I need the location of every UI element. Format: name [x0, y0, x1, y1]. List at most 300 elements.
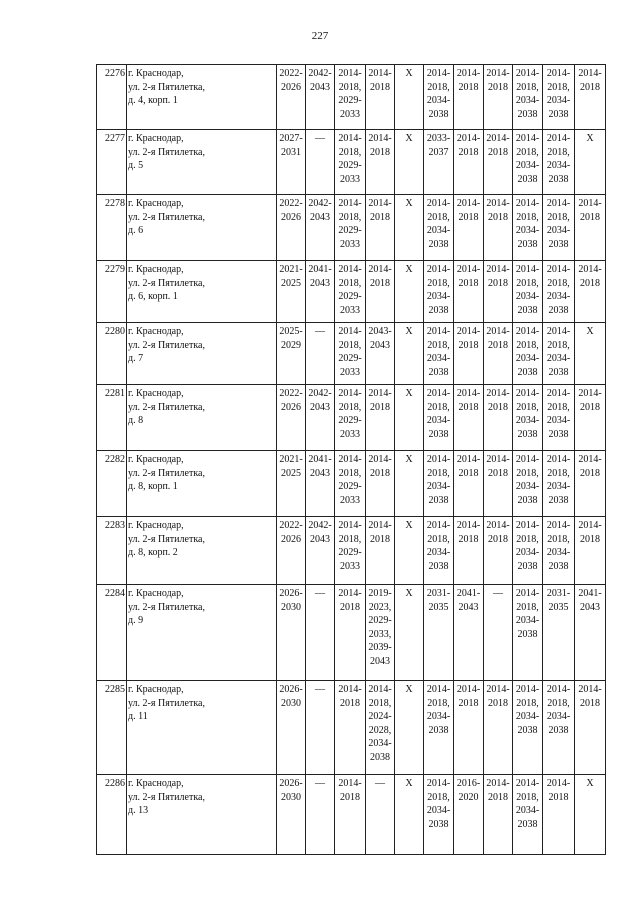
cell-line: 2019- — [368, 588, 392, 599]
cell-line: X — [405, 198, 413, 209]
period-cell — [454, 261, 484, 323]
cell-line: 2014- — [515, 588, 540, 599]
cell-line: 2014- — [515, 133, 540, 144]
period-cell — [277, 323, 306, 385]
cell-line: 2034- — [515, 615, 540, 626]
cell-line: — — [493, 588, 503, 599]
cell-line: 2038 — [428, 818, 449, 830]
cell-line: 2029- — [338, 160, 362, 171]
period-cell — [543, 195, 575, 261]
cell-line: 2014- — [456, 264, 481, 275]
cell-line: 2042- — [308, 388, 332, 399]
cell-line: 2018 — [458, 401, 479, 413]
address-cell — [127, 681, 277, 775]
cell-line: д. 8, корп. 2 — [128, 547, 178, 558]
period-cell — [306, 195, 335, 261]
cell-line: 2018, — [338, 533, 362, 545]
period-cell — [513, 385, 543, 451]
cell-line: 2014- — [456, 133, 481, 144]
cell-line: 2014- — [578, 388, 602, 399]
address-cell — [127, 775, 277, 855]
cell-line: 2014- — [426, 520, 451, 531]
cell-line: X — [586, 133, 594, 144]
cell-line: 2018, — [516, 211, 539, 223]
cell-line: 2038 — [428, 560, 449, 572]
cell-line: 2014- — [486, 520, 510, 531]
cell-line: 2018, — [516, 467, 539, 479]
table-row — [97, 65, 606, 130]
period-cell — [306, 385, 335, 451]
cell-line: 2034- — [515, 353, 540, 364]
cell-line: 2034- — [515, 95, 540, 106]
cell-line: — — [315, 684, 325, 695]
address-cell — [127, 585, 277, 681]
cell-line: X — [405, 778, 413, 789]
cell-line: 2016- — [456, 778, 481, 789]
cell-line: 2022- — [279, 520, 303, 531]
cell-line: 2014- — [578, 684, 602, 695]
cell-line: X — [405, 520, 413, 531]
period-cell — [513, 681, 543, 775]
cell-line: 2014- — [368, 684, 392, 695]
cell-line: 2034- — [515, 225, 540, 236]
period-cell — [543, 261, 575, 323]
cell-line: 2014- — [486, 388, 510, 399]
cell-line: 2034- — [546, 547, 571, 558]
cell-line: 2038 — [517, 366, 538, 378]
cell-line: X — [405, 684, 413, 695]
cell-line: 2014- — [368, 198, 392, 209]
period-cell — [335, 517, 366, 585]
period-cell — [424, 451, 454, 517]
cell-line: 2014- — [546, 778, 571, 789]
cell-line: 2018, — [547, 146, 570, 158]
period-cell — [395, 451, 424, 517]
cell-line: 2014- — [426, 454, 451, 465]
period-cell — [454, 775, 484, 855]
cell-line: 2014- — [338, 454, 362, 465]
cell-line: X — [405, 68, 413, 79]
cell-line: 2014- — [368, 68, 392, 79]
cell-line: 2018 — [580, 211, 600, 223]
address-cell — [127, 385, 277, 451]
row-number: 2277 — [97, 130, 127, 195]
cell-line: 2033, — [368, 628, 392, 640]
row-number: 2286 — [97, 775, 127, 855]
period-cell — [424, 385, 454, 451]
period-cell — [575, 585, 606, 681]
cell-line: 2018 — [458, 81, 479, 93]
cell-line: 2026 — [281, 401, 301, 413]
cell-line: 2018 — [580, 697, 600, 709]
cell-line: 2034- — [515, 547, 540, 558]
page-number: 227 — [311, 30, 329, 42]
cell-line: 2029- — [338, 547, 362, 558]
address-cell — [127, 451, 277, 517]
period-cell — [543, 130, 575, 195]
table-row — [97, 323, 606, 385]
cell-line: д. 6, корп. 1 — [128, 291, 178, 302]
cell-line: 2014- — [426, 264, 451, 275]
cell-line: 2038 — [548, 108, 569, 120]
period-cell — [454, 517, 484, 585]
cell-line: 2018 — [488, 791, 508, 803]
period-cell — [513, 451, 543, 517]
cell-line: 2034- — [426, 805, 451, 816]
cell-line: 2014- — [426, 326, 451, 337]
period-cell — [335, 130, 366, 195]
period-cell — [306, 261, 335, 323]
cell-line: 2025 — [281, 467, 301, 479]
period-cell — [424, 585, 454, 681]
cell-line: 2027- — [279, 133, 303, 144]
cell-line: ул. 2-я Пятилетка, — [128, 697, 205, 709]
period-cell — [277, 681, 306, 775]
cell-line: 2014- — [456, 454, 481, 465]
cell-line: 2014- — [546, 684, 571, 695]
cell-line: 2014- — [578, 68, 602, 79]
cell-line: 2018, — [427, 339, 450, 351]
cell-line: 2018, — [516, 697, 539, 709]
cell-line: 2014- — [515, 68, 540, 79]
period-cell — [366, 261, 395, 323]
period-cell — [335, 451, 366, 517]
cell-line: 2031 — [281, 146, 301, 158]
cell-line: г. Краснодар, — [128, 454, 184, 465]
cell-line: 2018, — [547, 81, 570, 93]
cell-line: 2029- — [338, 353, 362, 364]
cell-line: 2018, — [427, 533, 450, 545]
cell-line: 2014- — [515, 264, 540, 275]
period-cell — [277, 130, 306, 195]
period-cell — [454, 130, 484, 195]
cell-line: д. 13 — [128, 805, 149, 816]
period-cell — [277, 775, 306, 855]
cell-line: — — [375, 778, 385, 789]
cell-line: 2034- — [426, 481, 451, 492]
cell-line: 2018, — [427, 401, 450, 413]
cell-line: 2014- — [515, 388, 540, 399]
cell-line: 2034- — [426, 225, 451, 236]
period-cell — [513, 775, 543, 855]
cell-line: 2034- — [515, 711, 540, 722]
cell-line: г. Краснодар, — [128, 388, 184, 399]
period-cell — [575, 65, 606, 130]
cell-line: 2025- — [279, 326, 303, 337]
cell-line: 2018 — [488, 339, 508, 351]
period-cell — [335, 385, 366, 451]
cell-line: 2033 — [340, 304, 360, 316]
cell-line: 2014- — [515, 684, 540, 695]
row-number: 2284 — [97, 585, 127, 681]
cell-line: 2034- — [546, 160, 571, 171]
cell-line: ул. 2-я Пятилетка, — [128, 81, 205, 93]
cell-line: 2018 — [340, 697, 360, 709]
cell-line: ул. 2-я Пятилетка, — [128, 211, 205, 223]
cell-line: 2018 — [488, 277, 508, 289]
cell-line: 2014- — [486, 198, 510, 209]
cell-line: 2033 — [340, 366, 360, 378]
period-cell — [335, 585, 366, 681]
period-cell — [575, 451, 606, 517]
cell-line: 2043 — [310, 81, 330, 93]
row-number: 2285 — [97, 681, 127, 775]
period-cell — [484, 323, 513, 385]
period-cell — [543, 775, 575, 855]
address-cell — [127, 517, 277, 585]
cell-line: 2014- — [578, 198, 602, 209]
cell-line: 2033 — [340, 494, 360, 506]
cell-line: 2014- — [338, 198, 362, 209]
period-cell — [395, 585, 424, 681]
cell-line: 2018 — [488, 533, 508, 545]
cell-line: г. Краснодар, — [128, 684, 184, 695]
period-cell — [424, 681, 454, 775]
period-cell — [424, 65, 454, 130]
cell-line: 2033 — [340, 238, 360, 250]
cell-line: 2029- — [338, 95, 362, 106]
cell-line: 2018 — [370, 401, 390, 413]
period-cell — [454, 385, 484, 451]
period-cell — [484, 195, 513, 261]
period-cell — [277, 65, 306, 130]
cell-line: 2034- — [546, 95, 571, 106]
period-cell — [277, 451, 306, 517]
cell-line: 2034- — [368, 738, 392, 749]
buildings-table — [96, 64, 606, 855]
cell-line: ул. 2-я Пятилетка, — [128, 601, 205, 613]
period-cell — [543, 323, 575, 385]
cell-line: 2043 — [310, 467, 330, 479]
period-cell — [543, 517, 575, 585]
cell-line: 2042- — [308, 198, 332, 209]
period-cell — [277, 261, 306, 323]
cell-line: 2030 — [281, 697, 301, 709]
address-cell — [127, 65, 277, 130]
cell-line: 2021- — [279, 454, 303, 465]
cell-line: 2014- — [486, 778, 510, 789]
cell-line: 2014- — [426, 388, 451, 399]
cell-line: 2029- — [338, 415, 362, 426]
cell-line: 2014- — [486, 68, 510, 79]
cell-line: 2014- — [486, 264, 510, 275]
period-cell — [484, 385, 513, 451]
cell-line: 2018, — [516, 146, 539, 158]
cell-line: 2014- — [515, 198, 540, 209]
period-cell — [366, 385, 395, 451]
cell-line: 2034- — [426, 291, 451, 302]
cell-line: д. 5 — [128, 160, 144, 171]
period-cell — [575, 385, 606, 451]
cell-line: 2038 — [517, 428, 538, 440]
period-cell — [575, 261, 606, 323]
cell-line: 2018 — [458, 277, 479, 289]
cell-line: 2018 — [458, 533, 479, 545]
period-cell — [454, 195, 484, 261]
cell-line: 2043 — [370, 655, 390, 667]
cell-line: 2018, — [516, 401, 539, 413]
cell-line: 2014- — [368, 388, 392, 399]
period-cell — [306, 451, 335, 517]
cell-line: 2014- — [338, 520, 362, 531]
cell-line: 2041- — [308, 264, 332, 275]
cell-line: 2043- — [368, 326, 392, 337]
cell-line: 2041- — [308, 454, 332, 465]
cell-line: 2018, — [547, 211, 570, 223]
cell-line: 2018 — [488, 401, 508, 413]
period-cell — [306, 517, 335, 585]
period-cell — [484, 65, 513, 130]
period-cell — [454, 585, 484, 681]
cell-line: 2018, — [427, 791, 450, 803]
cell-line: 2038 — [517, 304, 538, 316]
cell-line: 2014- — [368, 264, 392, 275]
cell-line: 2038 — [548, 560, 569, 572]
cell-line: 2038 — [428, 494, 449, 506]
period-cell — [277, 517, 306, 585]
cell-line: 2014- — [368, 133, 392, 144]
period-cell — [513, 323, 543, 385]
period-cell — [395, 385, 424, 451]
period-cell — [513, 195, 543, 261]
cell-line: 2018 — [370, 81, 390, 93]
period-cell — [513, 261, 543, 323]
cell-line: 2023, — [368, 601, 392, 613]
cell-line: 2018 — [458, 211, 479, 223]
cell-line: 2029- — [368, 615, 392, 626]
cell-line: 2034- — [426, 415, 451, 426]
cell-line: 2034- — [515, 415, 540, 426]
period-cell — [484, 451, 513, 517]
cell-line: 2018 — [488, 146, 508, 158]
cell-line: 2018, — [338, 277, 362, 289]
period-cell — [306, 130, 335, 195]
row-number: 2281 — [97, 385, 127, 451]
table-row — [97, 775, 606, 855]
cell-line: 2014- — [578, 264, 602, 275]
cell-line: д. 6 — [128, 225, 144, 236]
cell-line: 2034- — [515, 160, 540, 171]
cell-line: 2022- — [279, 68, 303, 79]
period-cell — [513, 130, 543, 195]
period-cell — [484, 585, 513, 681]
cell-line: 2034- — [546, 225, 571, 236]
cell-line: 2034- — [426, 711, 451, 722]
period-cell — [454, 681, 484, 775]
cell-line: 2018 — [458, 146, 479, 158]
cell-line: д. 11 — [128, 711, 148, 722]
cell-line: 2018 — [340, 791, 360, 803]
cell-line: 2038 — [517, 628, 538, 640]
cell-line: 2043 — [370, 339, 390, 351]
cell-line: X — [405, 326, 413, 337]
cell-line: г. Краснодар, — [128, 778, 184, 789]
period-cell — [575, 195, 606, 261]
cell-line: 2034- — [546, 481, 571, 492]
period-cell — [366, 65, 395, 130]
cell-line: X — [405, 264, 413, 275]
cell-line: 2014- — [515, 520, 540, 531]
cell-line: 2014- — [456, 388, 481, 399]
cell-line: 2039- — [368, 642, 392, 653]
period-cell — [366, 775, 395, 855]
cell-line: 2014- — [546, 326, 571, 337]
period-cell — [454, 323, 484, 385]
cell-line: 2043 — [458, 601, 479, 613]
cell-line: 2018 — [458, 339, 479, 351]
row-number: 2280 — [97, 323, 127, 385]
cell-line: 2014- — [338, 133, 362, 144]
cell-line: 2014- — [426, 778, 451, 789]
period-cell — [454, 65, 484, 130]
cell-line: 2014- — [546, 454, 571, 465]
period-cell — [366, 195, 395, 261]
cell-line: 2018 — [370, 146, 390, 158]
cell-line: 2014- — [546, 133, 571, 144]
cell-line: 2031- — [426, 588, 451, 599]
cell-line: г. Краснодар, — [128, 198, 184, 209]
cell-line: 2034- — [546, 711, 571, 722]
period-cell — [513, 517, 543, 585]
period-cell — [335, 681, 366, 775]
period-cell — [424, 195, 454, 261]
cell-line: 2041- — [456, 588, 481, 599]
cell-line: 2014- — [426, 68, 451, 79]
table-row — [97, 261, 606, 323]
period-cell — [543, 385, 575, 451]
cell-line: X — [586, 326, 594, 337]
period-cell — [366, 585, 395, 681]
period-cell — [306, 323, 335, 385]
cell-line: 2033 — [340, 428, 360, 440]
period-cell — [306, 681, 335, 775]
cell-line: 2014- — [486, 326, 510, 337]
cell-line: 2034- — [426, 353, 451, 364]
cell-line: 2014- — [426, 198, 451, 209]
cell-line: 2018, — [516, 339, 539, 351]
period-cell — [575, 681, 606, 775]
cell-line: 2026- — [279, 588, 303, 599]
cell-line: 2014- — [486, 133, 510, 144]
cell-line: 2038 — [548, 366, 569, 378]
period-cell — [395, 775, 424, 855]
cell-line: 2018 — [548, 791, 569, 803]
cell-line: 2038 — [428, 428, 449, 440]
cell-line: 2018 — [370, 467, 390, 479]
period-cell — [277, 585, 306, 681]
cell-line: 2018, — [338, 467, 362, 479]
cell-line: 2018 — [340, 601, 360, 613]
cell-line: 2038 — [548, 304, 569, 316]
cell-line: 2038 — [548, 724, 569, 736]
cell-line: г. Краснодар, — [128, 520, 184, 531]
period-cell — [306, 775, 335, 855]
cell-line: 2014- — [338, 778, 362, 789]
period-cell — [395, 681, 424, 775]
table-row — [97, 195, 606, 261]
cell-line: X — [405, 454, 413, 465]
cell-line: 2014- — [338, 588, 362, 599]
period-cell — [424, 775, 454, 855]
cell-line: 2014- — [546, 520, 571, 531]
cell-line: — — [315, 133, 325, 144]
cell-line: 2018, — [338, 401, 362, 413]
cell-line: 2014- — [546, 198, 571, 209]
cell-line: 2014- — [338, 326, 362, 337]
cell-line: 2014- — [426, 684, 451, 695]
cell-line: 2014- — [515, 454, 540, 465]
cell-line: 2018, — [516, 533, 539, 545]
